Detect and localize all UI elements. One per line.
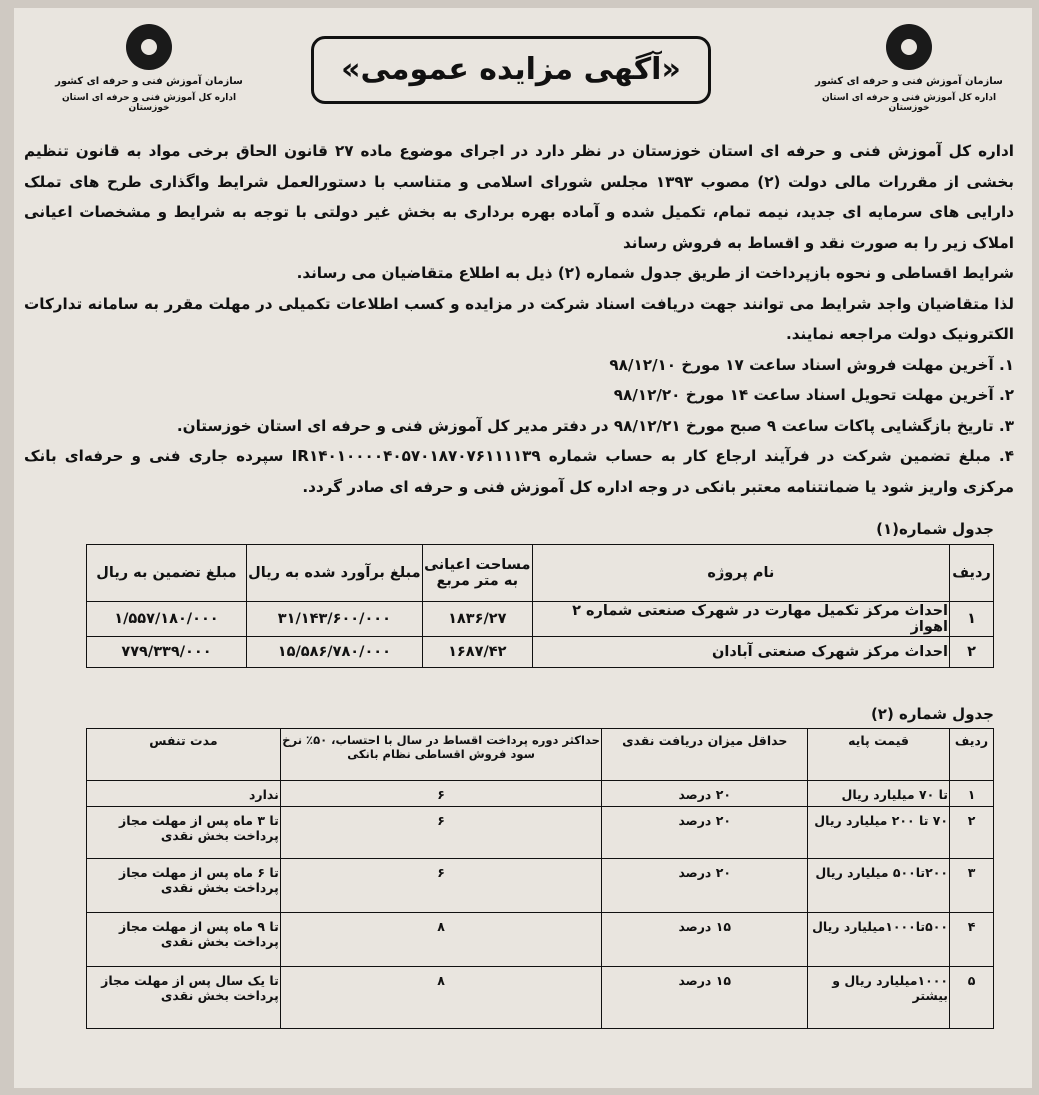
max-period: ۶ — [280, 859, 602, 913]
grace-period: ندارد — [87, 781, 281, 807]
guarantee-amount: ۱/۵۵۷/۱۸۰/۰۰۰ — [87, 602, 247, 637]
col-header: مساحت اعیانی به متر مربع — [422, 545, 532, 602]
org-name: سازمان آموزش فنی و حرفه ای کشور — [55, 76, 243, 87]
grace-period: تا ۹ ماه پس از مهلت مجاز پرداخت بخش نقدی — [87, 913, 281, 967]
deadline-sale: ۱. آخرین مهلت فروش اسناد ساعت ۱۷ مورخ ۹۸/۱۲/۱۰ — [609, 355, 1014, 374]
organization-logo-icon — [886, 24, 932, 70]
base-price: ۵۰۰تا۱۰۰۰میلیارد ریال — [808, 913, 950, 967]
org-header-right — [804, 18, 1014, 113]
grace-period: تا ۶ ماه پس از مهلت مجاز پرداخت بخش نقدی — [87, 859, 281, 913]
base-price: تا ۷۰ میلیارد ریال — [808, 781, 950, 807]
col-header: مبلغ تضمین به ریال — [87, 545, 247, 602]
grace-period: تا ۳ ماه پس از مهلت مجاز پرداخت بخش نقدی — [87, 807, 281, 859]
row-number: ۵ — [950, 967, 994, 1029]
max-period: ۸ — [280, 913, 602, 967]
table-header-row — [87, 729, 994, 781]
org-department: اداره کل آموزش فنی و حرفه ای استان خوزستان — [821, 93, 997, 113]
col-header: حداکثر دوره پرداخت اقساط در سال با احتساب، ۵۰٪ نرخ سود فروش اقساطی نظام بانکی — [280, 729, 602, 781]
col-header: نام پروژه — [532, 545, 949, 602]
notice-body — [24, 136, 1014, 502]
col-header: قیمت پایه — [808, 729, 950, 781]
min-cash: ۲۰ درصد — [602, 859, 808, 913]
estimated-amount: ۳۱/۱۴۳/۶۰۰/۰۰۰ — [246, 602, 422, 637]
col-header: مدت تنفس — [87, 729, 281, 781]
intro-paragraph: اداره کل آموزش فنی و حرفه ای استان خوزستان در نظر دارد در اجرای موضوع ماده ۲۷ قانون الحاق برخی مواد به قانون تنظیم بخشی از مقررات مالی دولت (۲) مصوب ۱۳۹۳ مجلس شورای اسلامی و متناسب با دستورالعمل شرایط واگذاری طرح های تملک دارایی های سرمایه ای جدید، نیمه تمام، تکمیل شده و آماده بهره برداری به بخش غیر دولتی با توجه به شرایط و مشخصات اعیانی املاک زیر را به صورت نقد و اقساط به فروش رساند — [24, 142, 1015, 252]
deadline-delivery: ۲. آخرین مهلت تحویل اسناد ساعت ۱۴ مورخ ۹۸/۱۲/۲۰ — [613, 386, 1014, 404]
area-value: ۱۶۸۷/۴۲ — [422, 637, 532, 668]
table-row — [87, 913, 994, 967]
row-number: ۱ — [950, 602, 994, 637]
max-period: ۸ — [280, 967, 602, 1029]
min-cash: ۲۰ درصد — [602, 807, 808, 859]
row-number: ۳ — [950, 859, 994, 913]
base-price: ۱۰۰۰میلیارد ریال و بیشتر — [808, 967, 950, 1029]
row-number: ۲ — [950, 637, 994, 668]
col-header: ردیف — [950, 729, 994, 781]
table-header-row — [87, 545, 994, 602]
row-number: ۲ — [950, 807, 994, 859]
installment-conditions: شرایط اقساطی و نحوه بازپرداخت از طریق جدول شماره (۲) ذیل به اطلاع متقاضیان می رساند. — [296, 264, 1014, 282]
table-row — [87, 602, 994, 637]
installment-table — [86, 728, 994, 1029]
min-cash: ۱۵ درصد — [602, 967, 808, 1029]
guarantee-amount: ۷۷۹/۳۳۹/۰۰۰ — [87, 637, 247, 668]
col-header: مبلغ برآورد شده به ریال — [246, 545, 422, 602]
table-row — [87, 807, 994, 859]
org-header-left — [44, 18, 254, 113]
row-number: ۱ — [950, 781, 994, 807]
table-row — [87, 967, 994, 1029]
min-cash: ۱۵ درصد — [602, 913, 808, 967]
max-period: ۶ — [280, 781, 602, 807]
project-name: احداث مرکز شهرک صنعتی آبادان — [532, 637, 949, 668]
table2-caption: جدول شماره (۲) — [870, 705, 994, 723]
org-department: اداره کل آموزش فنی و حرفه ای استان خوزستان — [61, 93, 237, 113]
area-value: ۱۸۳۶/۲۷ — [422, 602, 532, 637]
organization-logo-icon — [126, 24, 172, 70]
row-number: ۴ — [950, 913, 994, 967]
max-period: ۶ — [280, 807, 602, 859]
base-price: ۲۰۰تا۵۰۰ میلیارد ریال — [808, 859, 950, 913]
table-row — [87, 637, 994, 668]
table1-caption: جدول شماره(۱) — [876, 520, 994, 538]
notice-page — [14, 8, 1032, 1088]
table-row — [87, 859, 994, 913]
estimated-amount: ۱۵/۵۸۶/۷۸۰/۰۰۰ — [246, 637, 422, 668]
applicants-instruction: لذا متقاضیان واجد شرایط می توانند جهت دریافت اسناد شرکت در مزایده و کسب اطلاعات تکمیلی در مهلت مقرر به سامانه تدارکات الکترونیک دولت مراجعه نمایند. — [24, 294, 1014, 343]
col-header: ردیف — [950, 545, 994, 602]
project-name: احداث مرکز تکمیل مهارت در شهرک صنعتی شماره ۲ اهواز — [532, 602, 949, 637]
projects-table — [86, 544, 994, 668]
org-name: سازمان آموزش فنی و حرفه ای کشور — [815, 76, 1003, 87]
guarantee-info: ۴. مبلغ تضمین شرکت در فرآیند ارجاع کار به حساب شماره IR۱۴۰۱۰۰۰۰۴۰۵۷۰۱۸۷۰۷۶۱۱۱۱۳۹ سپرده جاری فنی و حرفه‌ای بانک مرکزی واریز شود یا ضمانتنامه معتبر بانکی در وجه اداره کل آموزش فنی و حرفه ای صادر گردد. — [24, 447, 1014, 496]
col-header: حداقل میزان دریافت نقدی — [602, 729, 808, 781]
min-cash: ۲۰ درصد — [602, 781, 808, 807]
notice-title: «آگهی مزایده عمومی» — [311, 36, 711, 104]
base-price: ۷۰ تا ۲۰۰ میلیارد ریال — [808, 807, 950, 859]
table-row — [87, 781, 994, 807]
grace-period: تا یک سال پس از مهلت مجاز پرداخت بخش نقدی — [87, 967, 281, 1029]
opening-date: ۳. تاریخ بازگشایی پاکات ساعت ۹ صبح مورخ ۹۸/۱۲/۲۱ در دفتر مدیر کل آموزش فنی و حرفه ای استان خوزستان. — [176, 416, 1014, 435]
